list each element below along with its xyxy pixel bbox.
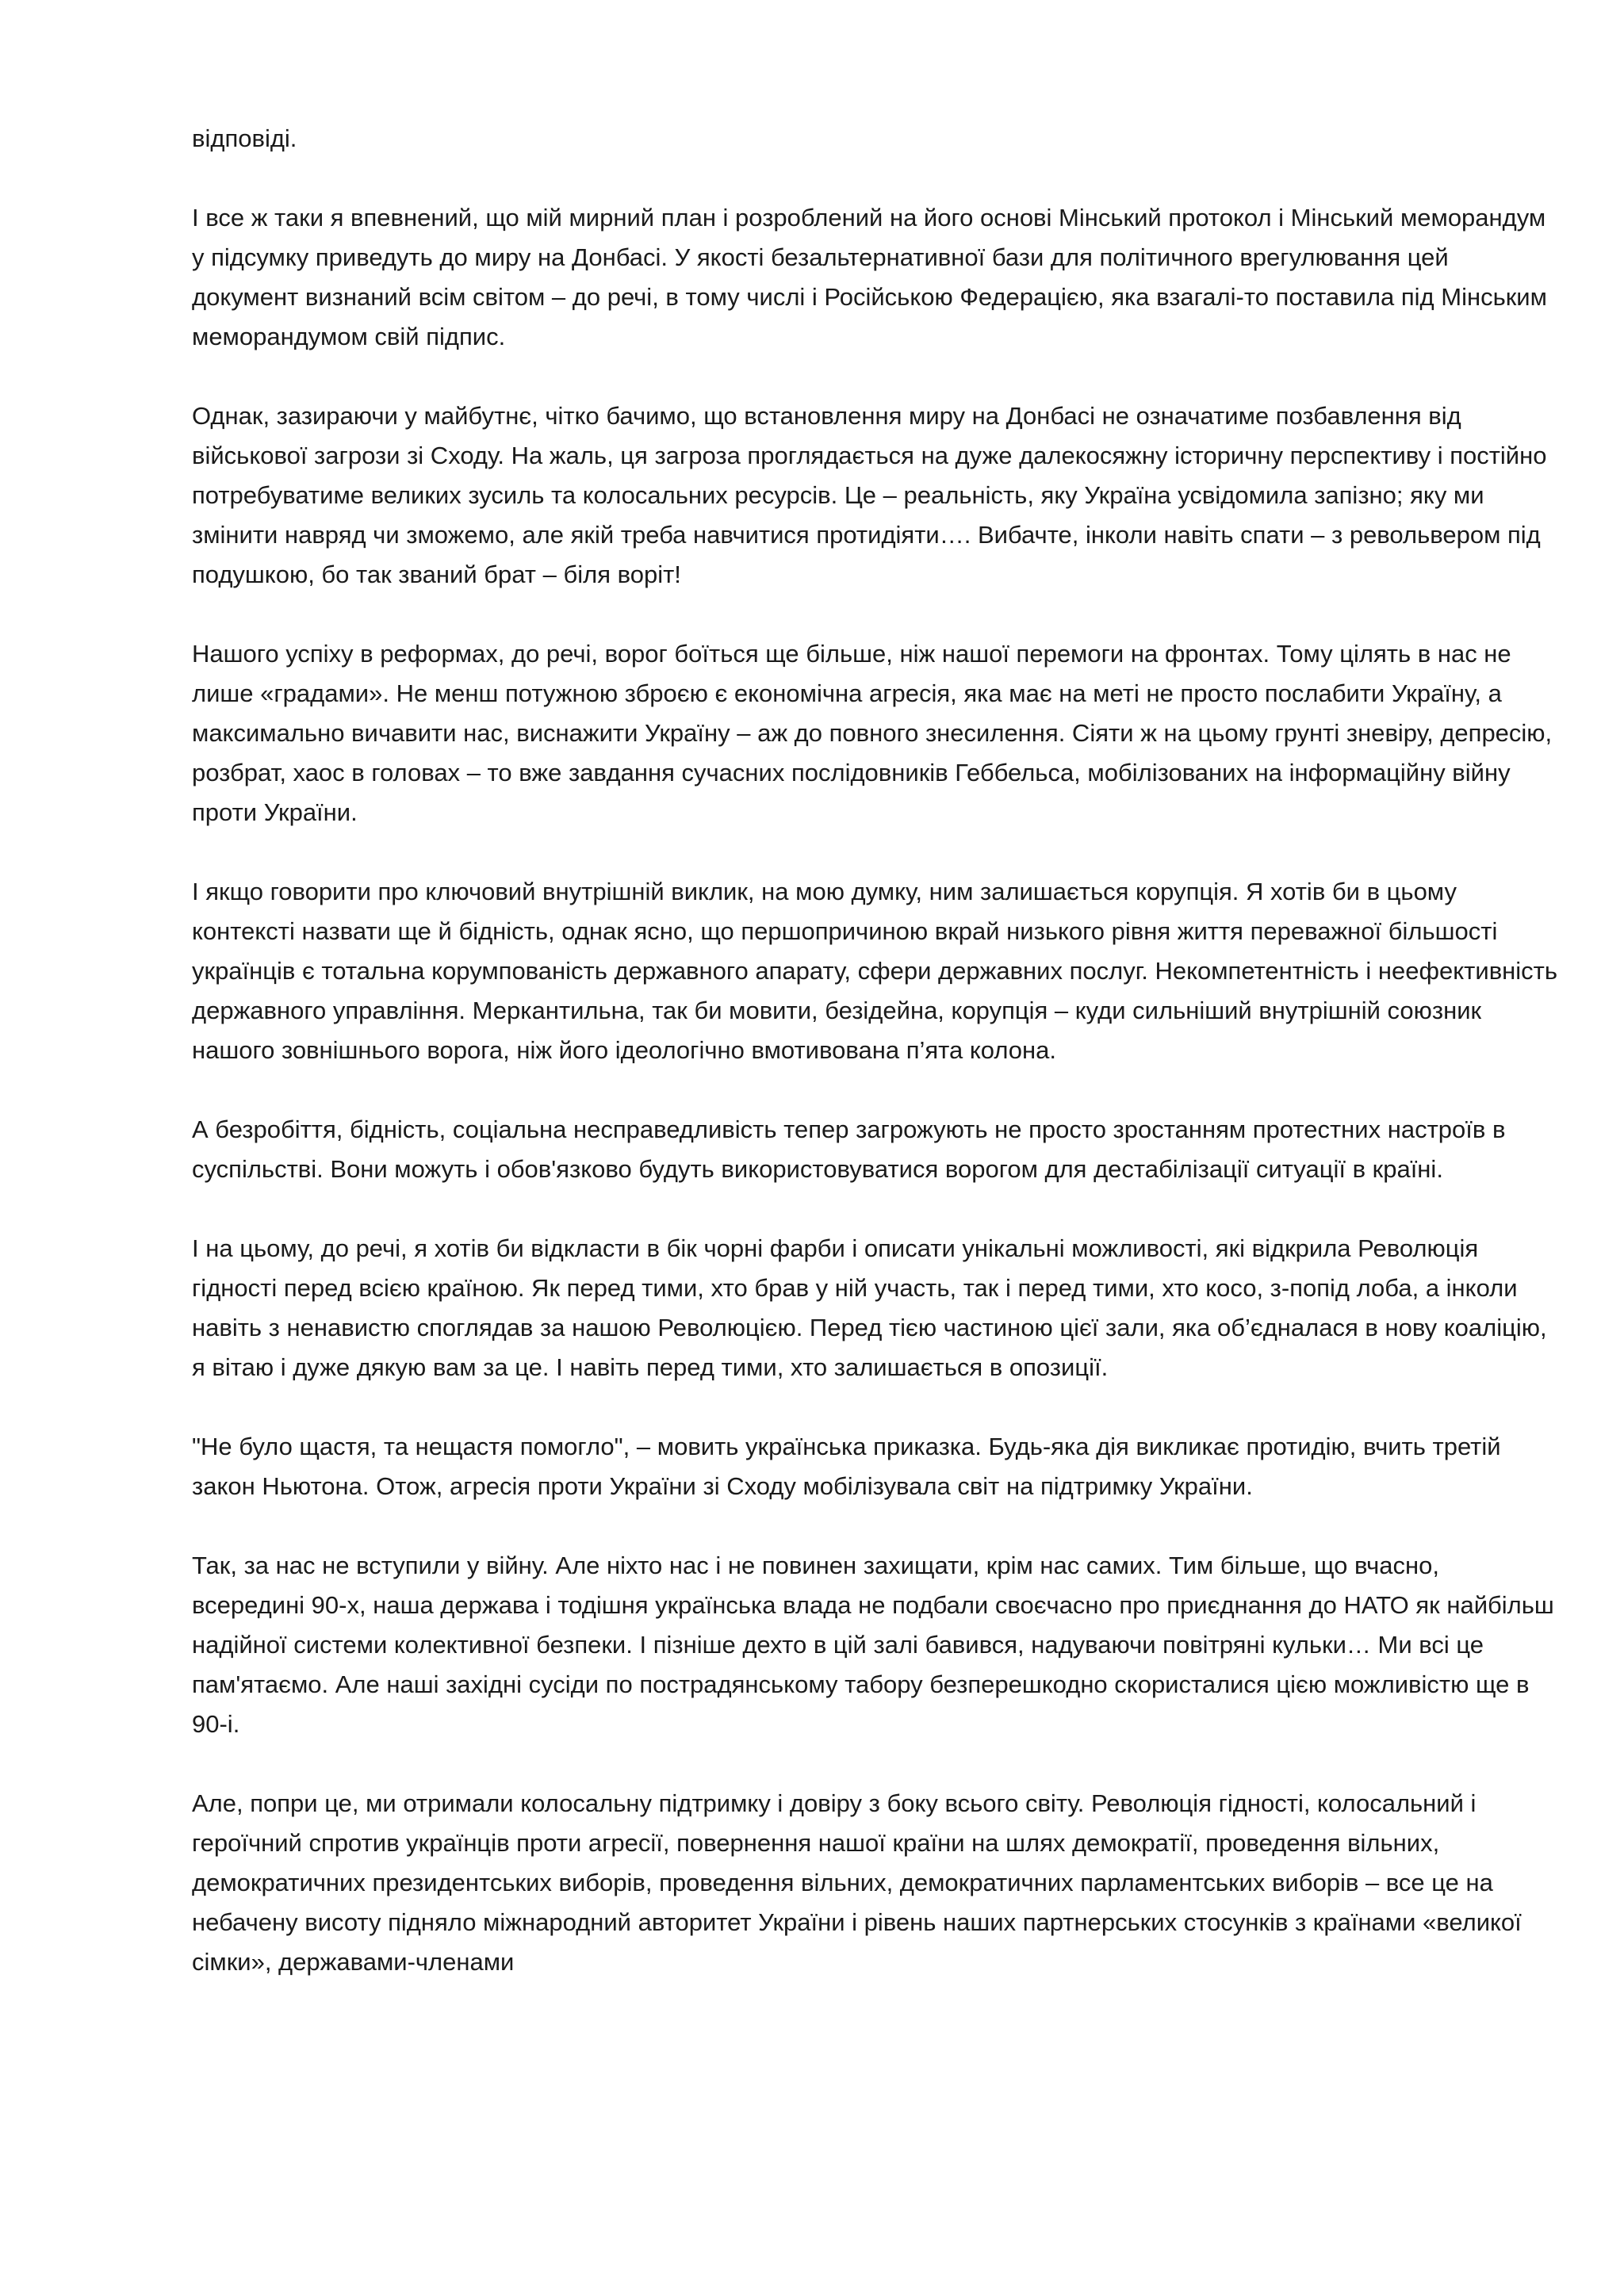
- paragraph: Однак, зазираючи у майбутнє, чітко бачимо, що встановлення миру на Донбасі не означатиме позбавлення від військової загрози зі Сходу. На жаль, ця загроза проглядається на дуже далекосяжну історичну перспективу і постійно потребуватиме великих зусиль та колосальних ресурсів. Це – реальність, яку Україна усвідомила запізно; яку ми змінити навряд чи зможемо, але якій треба навчитися протидіяти…. Вибачте, інколи навіть спати – з револьвером під подушкою, бо так званий брат – біля воріт!: [192, 402, 1547, 588]
- document-body: [192, 119, 1557, 1982]
- paragraph: І на цьому, до речі, я хотів би відкласти в бік чорні фарби і описати унікальні можливості, які відкрила Революція гідності перед всією країною. Як перед тими, хто брав у ній участь, так і перед тими, хто косо, з-попід лоба, а інколи навіть з ненавистю споглядав за нашою Революцією. Перед тією частиною цієї зали, яка об’єдналася в нову коаліцію, я вітаю і дуже дякую вам за це. І навіть перед тими, хто залишається в опозиції.: [192, 1234, 1547, 1381]
- paragraph: І якщо говорити про ключовий внутрішній виклик, на мою думку, ним залишається корупція. Я хотів би в цьому контексті назвати ще й бідність, однак ясно, що першопричиною вкрай низького рівня життя переважної більшості українців є тотальна корумпованість державного апарату, сфери державних послуг. Некомпетентність і неефективність державного управління. Меркантильна, так би мовити, безідейна, корупція – куди сильніший внутрішній союзник нашого зовнішнього ворога, ніж його ідеологічно вмотивована п’ята колона.: [192, 878, 1558, 1064]
- paragraph: Нашого успіху в реформах, до речі, ворог боїться ще більше, ніж нашої перемоги на фронтах. Тому цілять в нас не лише «градами». Не менш потужною зброєю є економічна агресія, яка має на меті не просто послабити Україну, а максимально вичавити нас, виснажити Україну – аж до повного знесилення. Сіяти ж на цьому грунті зневіру, депресію, розбрат, хаос в головах – то вже завдання сучасних послідовників Геббельса, мобілізованих на інформаційну війну проти України.: [192, 640, 1553, 826]
- paragraph: Але, попри це, ми отримали колосальну підтримку і довіру з боку всього світу. Революція гідності, колосальний і героїчний спротив українців проти агресії, повернення нашої країни на шлях демократії, проведення вільних, демократичних президентських виборів, проведення вільних, демократичних парламентських виборів – все це на небачену висоту підняло міжнародний авторитет України і рівень наших партнерських стосунків з країнами «великої сімки», державами-членами: [192, 1789, 1522, 1976]
- paragraph: А безробіття, бідність, соціальна несправедливість тепер загрожують не просто зростанням протестних настроїв в суспільстві. Вони можуть і обов'язково будуть використовуватися ворогом для дестабілізації ситуації в країні.: [192, 1115, 1506, 1183]
- paragraph: І все ж таки я впевнений, що мій мирний план і розроблений на його основі Мінський протокол і Мінський меморандум у підсумку приведуть до миру на Донбасі. У якості безальтернативної бази для політичного врегулювання цей документ визнаний всім світом – до речі, в тому числі і Російською Федерацією, яка взагалі-то поставила під Мінським меморандумом свій підпис.: [192, 204, 1547, 350]
- paragraph: Так, за нас не вступили у війну. Але ніхто нас і не повинен захищати, крім нас самих. Тим більше, що вчасно, всередині 90-х, наша держава і тодішня українська влада не подбали своєчасно про приєднання до НАТО як найбільш надійної системи колективної безпеки. І пізніше дехто в цій залі бавився, надуваючи повітряні кульки… Ми всі це пам'ятаємо. Але наші західні сусіди по пострадянському табору безперешкодно скористалися цією можливістю ще в 90-і.: [192, 1552, 1554, 1738]
- paragraph: "Не було щастя, та нещастя помогло", – мовить українська приказка. Будь-яка дія викликає протидію, вчить третій закон Ньютона. Отож, агресія проти України зі Сходу мобілізувала світ на підтримку України.: [192, 1433, 1501, 1500]
- paragraph: відповіді.: [192, 124, 297, 152]
